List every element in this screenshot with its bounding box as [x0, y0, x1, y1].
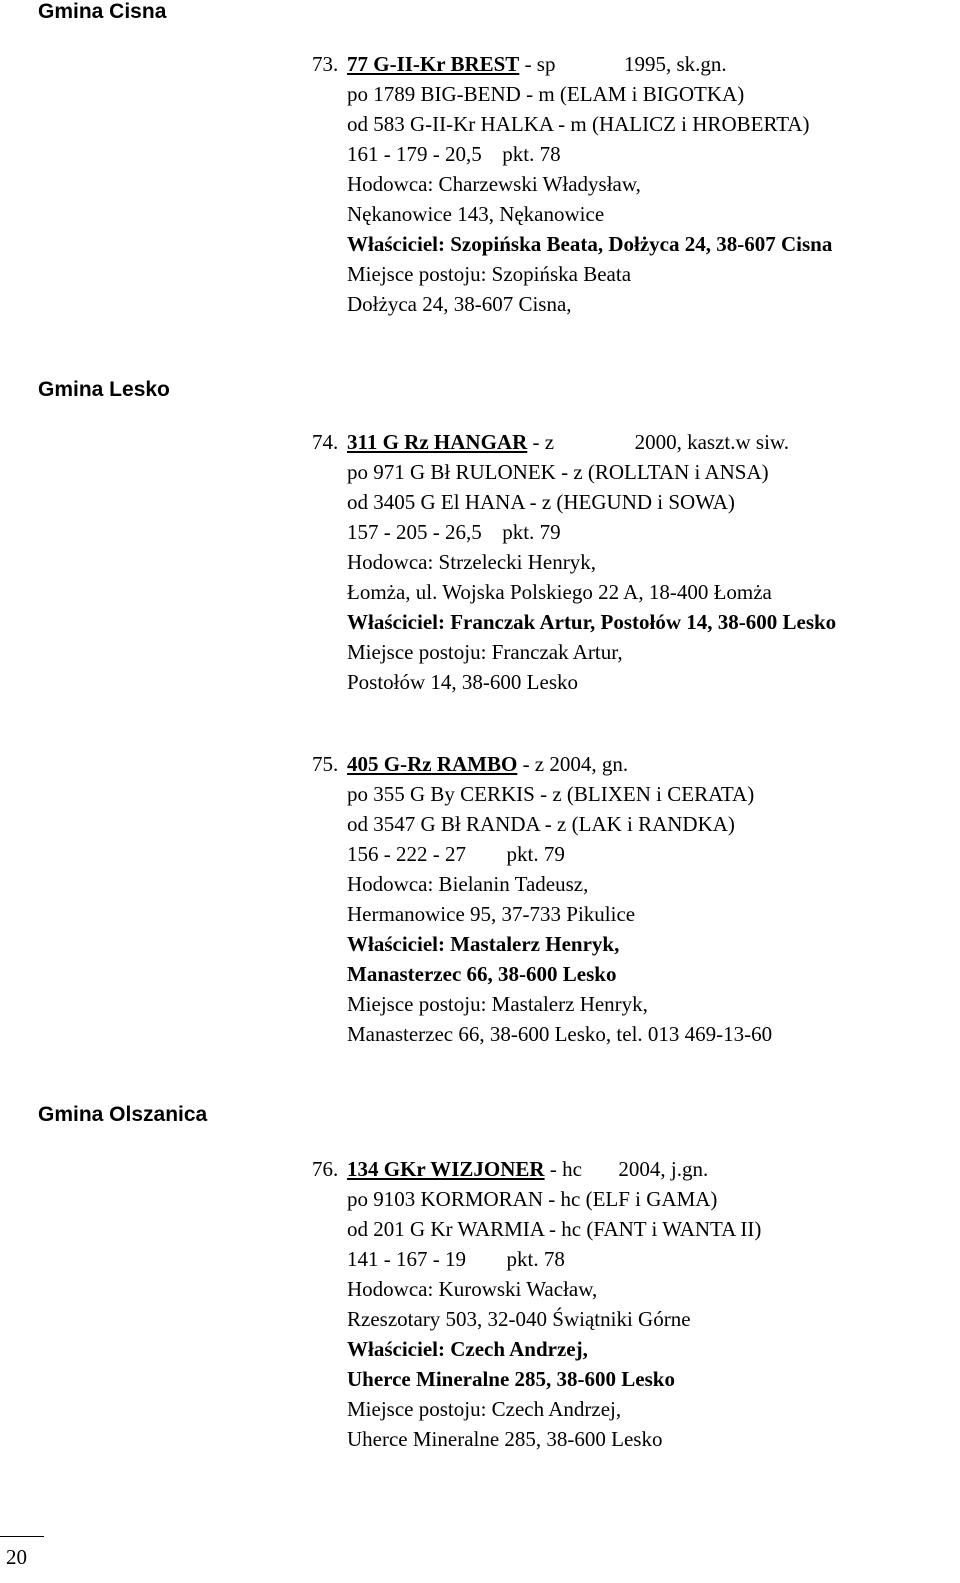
owner-line: Właściciel: Franczak Artur, Postołów 14, 38-600 Lesko: [347, 610, 837, 634]
owner-line: Właściciel: Mastalerz Henryk,: [347, 932, 620, 956]
horse-year-color: 2004, gn.: [549, 752, 629, 776]
measures: 161 - 179 - 20,5: [347, 142, 482, 166]
owner-address: Uherce Mineralne 285, 38-600 Lesko: [347, 1367, 675, 1391]
horse-year-color: 1995, sk.gn.: [623, 52, 727, 76]
horse-name: 134 GKr WIZJONER: [347, 1157, 545, 1181]
measures-line: [347, 842, 565, 866]
horse-year-color: 2000, kaszt.w siw.: [634, 430, 789, 454]
horse-year-color: 2004, j.gn.: [618, 1157, 709, 1181]
page-number: 20: [6, 1545, 27, 1569]
station-line: Miejsce postoju: Franczak Artur,: [347, 640, 623, 664]
breeder-address: Hermanowice 95, 37-733 Pikulice: [347, 902, 636, 926]
entry-number: 76.: [312, 1157, 339, 1181]
breeder-line: Hodowca: Charzewski Władysław,: [347, 172, 641, 196]
footer-rule: [0, 1536, 44, 1537]
station-line: Miejsce postoju: Mastalerz Henryk,: [347, 992, 648, 1016]
dam-line: od 201 G Kr WARMIA - hc (FANT i WANTA II): [347, 1217, 762, 1241]
entry-number: 73.: [312, 52, 339, 76]
breeder-line: Hodowca: Kurowski Wacław,: [347, 1277, 598, 1301]
measures-line: [347, 142, 561, 166]
sire-line: po 355 G By CERKIS - z (BLIXEN i CERATA): [347, 782, 755, 806]
entry-title-line: [347, 752, 628, 776]
sire-line: po 1789 BIG-BEND - m (ELAM i BIGOTKA): [347, 82, 745, 106]
station-line: Miejsce postoju: Szopińska Beata: [347, 262, 632, 286]
measures: 141 - 167 - 19: [347, 1247, 466, 1271]
horse-name: 77 G-II-Kr BREST: [347, 52, 520, 76]
horse-name: 405 G-Rz RAMBO: [347, 752, 518, 776]
section-heading-lesko: Gmina Lesko: [38, 378, 170, 401]
breeder-line: Hodowca: Bielanin Tadeusz,: [347, 872, 589, 896]
points: pkt. 78: [506, 1247, 565, 1271]
points: pkt. 79: [506, 842, 565, 866]
points: pkt. 78: [502, 142, 561, 166]
dam-line: od 3405 G El HANA - z (HEGUND i SOWA): [347, 490, 735, 514]
station-address: Uherce Mineralne 285, 38-600 Lesko: [347, 1427, 663, 1451]
dam-line: od 3547 G Bł RANDA - z (LAK i RANDKA): [347, 812, 735, 836]
owner-address: Manasterzec 66, 38-600 Lesko: [347, 962, 617, 986]
owner-line: Właściciel: Szopińska Beata, Dołżyca 24, 38-607 Cisna: [347, 232, 833, 256]
entry-title-line: [347, 52, 727, 76]
dam-line: od 583 G-II-Kr HALKA - m (HALICZ i HROBERTA): [347, 112, 810, 136]
horse-sex: - sp: [524, 52, 556, 76]
measures: 157 - 205 - 26,5: [347, 520, 482, 544]
entry-number: 75.: [312, 752, 339, 776]
section-heading-cisna: Gmina Cisna: [38, 0, 167, 23]
station-address: Postołów 14, 38-600 Lesko: [347, 670, 578, 694]
sire-line: po 971 G Bł RULONEK - z (ROLLTAN i ANSA): [347, 460, 769, 484]
entry-number: 74.: [312, 430, 339, 454]
horse-name: 311 G Rz HANGAR: [347, 430, 528, 454]
breeder-line: Hodowca: Strzelecki Henryk,: [347, 550, 596, 574]
breeder-address: Rzeszotary 503, 32-040 Świątniki Górne: [347, 1307, 691, 1331]
points: pkt. 79: [502, 520, 561, 544]
sire-line: po 9103 KORMORAN - hc (ELF i GAMA): [347, 1187, 718, 1211]
section-heading-olszanica: Gmina Olszanica: [38, 1103, 208, 1126]
station-line: Miejsce postoju: Czech Andrzej,: [347, 1397, 622, 1421]
breeder-address: Nękanowice 143, Nękanowice: [347, 202, 605, 226]
measures-line: [347, 520, 561, 544]
horse-sex: - hc: [549, 1157, 582, 1181]
breeder-address: Łomża, ul. Wojska Polskiego 22 A, 18-400 Łomża: [347, 580, 772, 604]
measures: 156 - 222 - 27: [347, 842, 466, 866]
horse-sex: - z: [532, 430, 555, 454]
measures-line: [347, 1247, 565, 1271]
owner-line: Właściciel: Czech Andrzej,: [347, 1337, 588, 1361]
horse-sex: - z: [522, 752, 545, 776]
entry-title-line: [347, 430, 789, 454]
entry-title-line: [347, 1157, 708, 1181]
station-address: Manasterzec 66, 38-600 Lesko, tel. 013 469-13-60: [347, 1022, 773, 1046]
station-address: Dołżyca 24, 38-607 Cisna,: [347, 292, 572, 316]
